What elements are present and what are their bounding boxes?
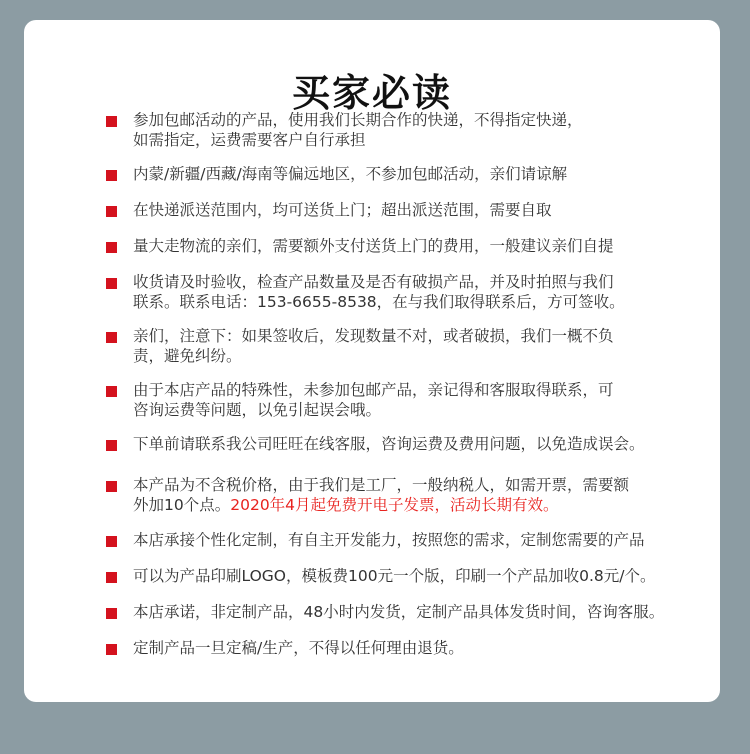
- item-text: 量大走物流的亲们，需要额外支付送货上门的费用，一般建议亲们自提: [133, 237, 614, 255]
- item-text: 本店承诺，非定制产品，48小时内发货，定制产品具体发货时间，咨询客服。: [133, 603, 665, 621]
- item-text: 内蒙/新疆/西藏/海南等偏远地区，不参加包邮活动，亲们请谅解: [133, 165, 568, 183]
- item-text: 由于本店产品的特殊性，未参加包邮产品，亲记得和客服取得联系，可 咨询运费等问题，以免引起误会哦。: [133, 381, 614, 419]
- bullet-square-icon: [106, 536, 117, 547]
- bullet-square-icon: [106, 332, 117, 343]
- item-text: 定制产品一旦定稿/生产，不得以任何理由退货。: [133, 639, 464, 657]
- item-text: 在快递派送范围内，均可送货上门；超出派送范围，需要自取: [133, 201, 552, 219]
- invoice-highlight: 2020年4月起免费开电子发票，活动长期有效。: [230, 496, 559, 514]
- bullet-square-icon: [106, 242, 117, 253]
- bullet-square-icon: [106, 206, 117, 217]
- item-text: 参加包邮活动的产品，使用我们长期合作的快递，不得指定快递， 如需指定，运费需要客户自行承担: [133, 111, 583, 149]
- item-text-main: 本产品为不含税价格，由于我们是工厂，一般纳税人，如需开票，需要额 外加10个点。: [133, 476, 630, 514]
- bullet-square-icon: [106, 278, 117, 289]
- bullet-square-icon: [106, 116, 117, 127]
- bullet-square-icon: [106, 481, 117, 492]
- item-text: 可以为产品印刷LOGO，模板费100元一个版，印刷一个产品加收0.8元/个。: [133, 567, 656, 585]
- item-text: 收货请及时验收，检查产品数量及是否有破损产品，并及时拍照与我们 联系。联系电话：153-6655-8538，在与我们取得联系后，方可签收。: [133, 273, 625, 311]
- item-text: [133, 475, 698, 515]
- item-text: 本店承接个性化定制，有自主开发能力，按照您的需求，定制您需要的产品: [133, 531, 645, 549]
- item-text: 下单前请联系我公司旺旺在线客服，咨询运费及费用问题，以免造成误会。: [133, 435, 645, 453]
- bullet-square-icon: [106, 170, 117, 181]
- bullet-square-icon: [106, 644, 117, 655]
- bullet-square-icon: [106, 608, 117, 619]
- bullet-square-icon: [106, 440, 117, 451]
- bullet-square-icon: [106, 572, 117, 583]
- page-title: 买家必读: [291, 71, 452, 115]
- item-text: 亲们，注意下：如果签收后，发现数量不对，或者破损，我们一概不负 责，避免纠纷。: [133, 327, 614, 365]
- bullet-square-icon: [106, 386, 117, 397]
